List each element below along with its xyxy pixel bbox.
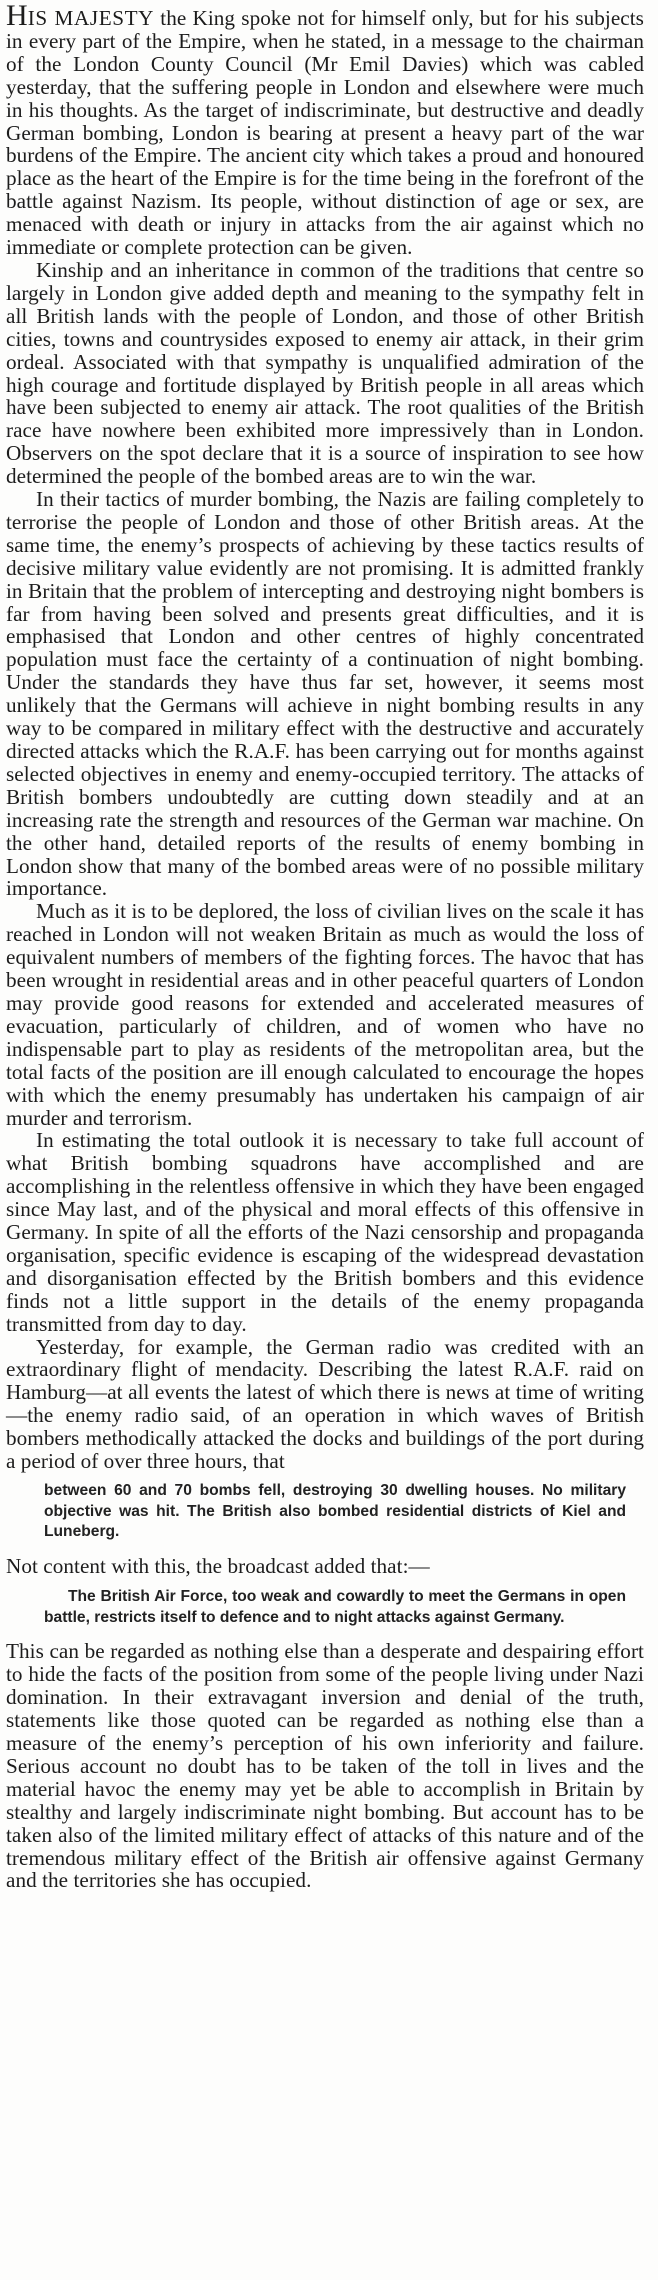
paragraph-kinship: Kinship and an inheritance in common of the traditions that centre so largely in London give added depth and meaning to the sympathy felt in all British lands with the people of London, and those of other British cities, towns and countrysides exposed to enemy air attack, in their grim ordeal. Associated with that sympathy is unqualified admiration of the high courage and fortitude displayed by British people in all areas which have been subjected to enemy air attack. The root qualities of the British race have nowhere been exhibited more impressively than in London. Observers on the spot declare that it is a source of inspiration to see how determined the people of the bombed areas are to win the war. (6, 257, 644, 489)
quoted-broadcast-two: The British Air Force, too weak and cowardly to meet the Germans in open battle, restricts itself to defence and to night attacks against Germany. (44, 1588, 626, 1626)
lead-in-caps: IS MAJESTY (27, 6, 155, 30)
drop-cap: H (6, 0, 28, 32)
paragraph-civilian-losses: Much as it is to be deplored, the loss of civilian lives on the scale it has reached in London will not weaken Britain as much as would the loss of equivalent numbers of members of the fighting forces. The havoc that has been wrought in residential areas and in other peaceful quarters of London may provide good reasons for extended and accelerated measures of evacuation, particularly of children, and of women who have no indispensable part to play as residents of the metropolitan area, but the total facts of the position are ill enough calculated to encourage the hopes with which the enemy presumably has undertaken his campaign of air murder and terrorism. (6, 899, 644, 1130)
paragraph-outlook: In estimating the total outlook it is necessary to take full account of what British bombing squadrons have accomplished and are accomplishing in the relentless offensive in which they have been engaged since May last, and of the physical and moral effects of this offensive in Germany. In spite of all the efforts of the Nazi censorship and propaganda organisation, specific evidence is escaping of the widespread devastation and disorganisation effected by the British bombers and this evidence finds not a little support in the details of the enemy propaganda transmitted from day to day. (6, 1128, 644, 1336)
paragraph-german-radio: Yesterday, for example, the German radio was credited with an extraordinary flight of mendacity. Describing the latest R.A.F. raid on Hamburg—at all events the latest of which there is news at time of writing—the enemy radio said, of an operation in which waves of British bombers methodically attacked the docks and buildings of the port during a period of over three hours, that (6, 1334, 644, 1474)
opening-text: the King spoke not for himself only, but for his subjects in every part of the Empire, when he stated, in a message to the chairman of the London County Council (Mr Emil Davies) which was cabled yesterday, that the suffering people in London and elsewhere were much in his thoughts. As the target of indiscriminate, but destructive and deadly German bombing, London is bearing at present a heavy part of the war burdens of the Empire. The ancient city which takes a proud and honoured place as the heart of the Empire is for the time being in the forefront of the battle against Nazism. Its people, without distinction of age or sex, are menaced with death or injury in attacks from the air against which no immediate or complete protection can be given. (6, 6, 644, 260)
quoted-broadcast-one: between 60 and 70 bombs fell, destroying 30 dwelling houses. No military objective was hit. The British also bombed residential districts of Kiel and Luneberg. (44, 1482, 626, 1540)
paragraph-tactics: In their tactics of murder bombing, the Nazis are failing completely to terrorise the people of London and those of other British areas. At the same time, the enemy’s prospects of achieving by these tactics results of decisive military value evidently are not promising. It is admitted frankly in Britain that the problem of intercepting and destroying night bombers is far from having been solved and presents great difficulties, and it is emphasised that London and other centres of highly concentrated population must face the certainty of a continuation of night bombing. Under the standards they have thus far set, however, it seems most unlikely that the Germans will achieve in night bombing results in any way to be compared in military effect with the destructive and accurately directed attacks which the R.A.F. has been carrying out for months against selected objectives in enemy and enemy-occupied territory. The attacks of British bombers undoubtedly are cutting down steadily and at an increasing rate the strength and resources of the German war machine. On the other hand, detailed reports of the results of enemy bombing in London show that many of the bombed areas were of no possible military importance. (6, 487, 644, 901)
opening-paragraph (6, 0, 644, 260)
closing-paragraph: This can be regarded as nothing else than a desperate and despairing effort to hide the facts of the position from some of the people living under Nazi domination. In their extravagant inversion and denial of the truth, statements like those quoted can be regarded as nothing else than a measure of the enemy’s perception of his own inferiority and failure. Serious account no doubt has to be taken of the toll in lives and the material havoc the enemy may yet be able to accomplish in Britain by stealthy and largely indiscriminate night bombing. But account has to be taken also of the limited military effect of attacks of this nature and of the tremendous military effect of the British air offensive against Germany and the territories she has occupied. (6, 1639, 644, 1893)
bridge-line: Not content with this, the broadcast added that:— (6, 1553, 430, 1578)
